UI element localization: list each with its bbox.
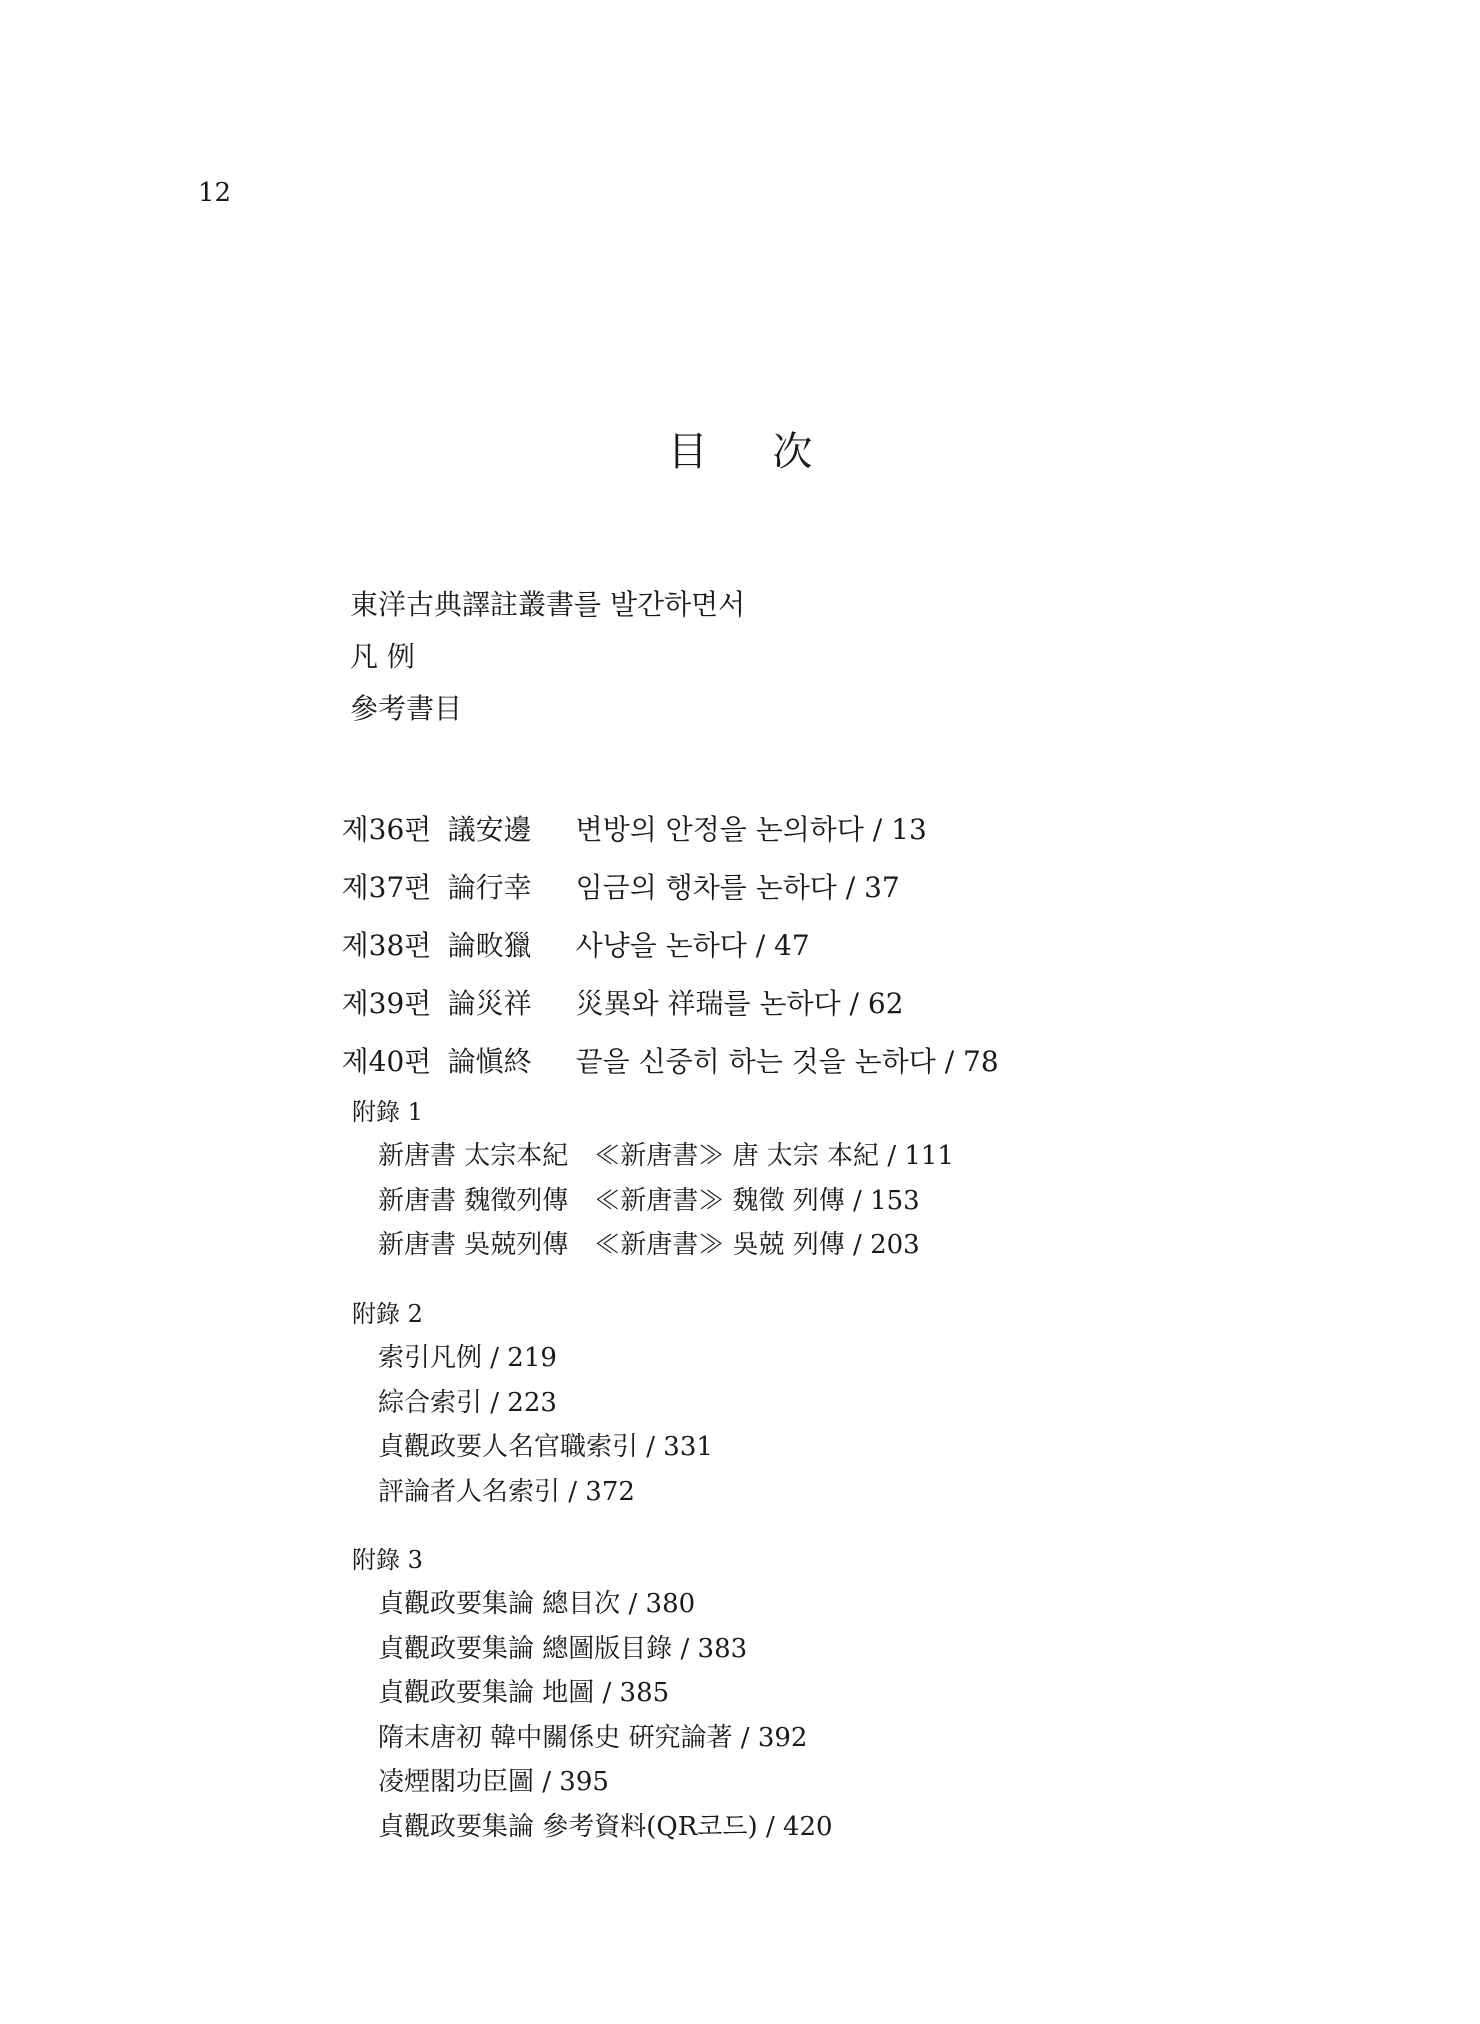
- front-matter-item-preface[interactable]: 東洋古典譯註叢書를 발간하면서: [350, 588, 746, 621]
- chapter-korean-title: 災異와 祥瑞를 논하다 / 62: [575, 987, 904, 1020]
- appendix-item[interactable]: 索引凡例 / 219: [378, 1343, 557, 1373]
- chapter-hanja-title: 論畋獵: [447, 929, 532, 962]
- appendix-item[interactable]: 凌煙閣功臣圖 / 395: [378, 1767, 609, 1797]
- page-number: 12: [198, 178, 232, 208]
- appendix-item[interactable]: 貞觀政要集論 地圖 / 385: [378, 1678, 670, 1708]
- appendix-item[interactable]: 評論者人名索引 / 372: [378, 1476, 635, 1507]
- appendix-item[interactable]: 新唐書 魏徵列傳 ≪新唐書≫ 魏徵 列傳 / 153: [378, 1185, 920, 1216]
- front-matter-item-conventions[interactable]: 凡 例: [350, 640, 415, 673]
- chapter-korean-title: 끝을 신중히 하는 것을 논하다 / 78: [575, 1045, 999, 1078]
- appendix-1: [352, 1096, 954, 1274]
- front-matter-item-bibliography[interactable]: 參考書目: [350, 692, 463, 725]
- appendix-item[interactable]: 貞觀政要集論 總目次 / 380: [378, 1589, 696, 1619]
- appendix-heading: 附錄 3: [352, 1546, 423, 1574]
- chapter-hanja-title: 論災祥: [447, 987, 532, 1020]
- chapter-number: 제36편: [341, 813, 432, 846]
- appendix-3: [352, 1544, 833, 1855]
- chapter-number: 제38편: [341, 929, 432, 962]
- chapter-korean-title: 사냥을 논하다 / 47: [575, 929, 810, 962]
- chapter-item-36[interactable]: [306, 776, 999, 846]
- appendix-heading: 附錄 2: [352, 1300, 423, 1328]
- chapter-korean-title: 변방의 안정을 논의하다 / 13: [575, 813, 927, 846]
- appendix-item[interactable]: 隋末唐初 韓中關係史 硏究論著 / 392: [378, 1722, 808, 1753]
- chapter-hanja-title: 論愼終: [447, 1045, 532, 1078]
- chapter-hanja-title: 論行幸: [447, 871, 532, 904]
- chapter-korean-title: 임금의 행차를 논하다 / 37: [575, 871, 900, 904]
- page-title: 目 次: [667, 429, 839, 475]
- appendix-item-list: [352, 1140, 954, 1274]
- appendix-heading: 附錄 1: [352, 1098, 423, 1126]
- appendix-item[interactable]: 貞觀政要集論 參考資料(QR코드) / 420: [378, 1811, 833, 1842]
- appendix-2: [352, 1298, 713, 1520]
- chapter-list: [306, 776, 999, 1078]
- chapter-number: 제37편: [341, 871, 432, 904]
- appendix-item[interactable]: 綜合索引 / 223: [378, 1387, 557, 1418]
- appendix-item[interactable]: 貞觀政要人名官職索引 / 331: [378, 1432, 713, 1462]
- appendix-item[interactable]: 新唐書 吳兢列傳 ≪新唐書≫ 吳兢 列傳 / 203: [378, 1230, 920, 1260]
- appendix-item-list: [352, 1342, 713, 1520]
- chapter-number: 제39편: [341, 987, 432, 1020]
- chapter-hanja-title: 議安邊: [447, 813, 532, 846]
- front-matter-list: [350, 588, 745, 744]
- chapter-number: 제40편: [341, 1045, 432, 1078]
- appendix-item-list: [352, 1588, 833, 1855]
- appendix-item[interactable]: 新唐書 太宗本紀 ≪新唐書≫ 唐 太宗 本紀 / 111: [378, 1141, 954, 1171]
- appendix-item[interactable]: 貞觀政要集論 總圖版目錄 / 383: [378, 1633, 748, 1664]
